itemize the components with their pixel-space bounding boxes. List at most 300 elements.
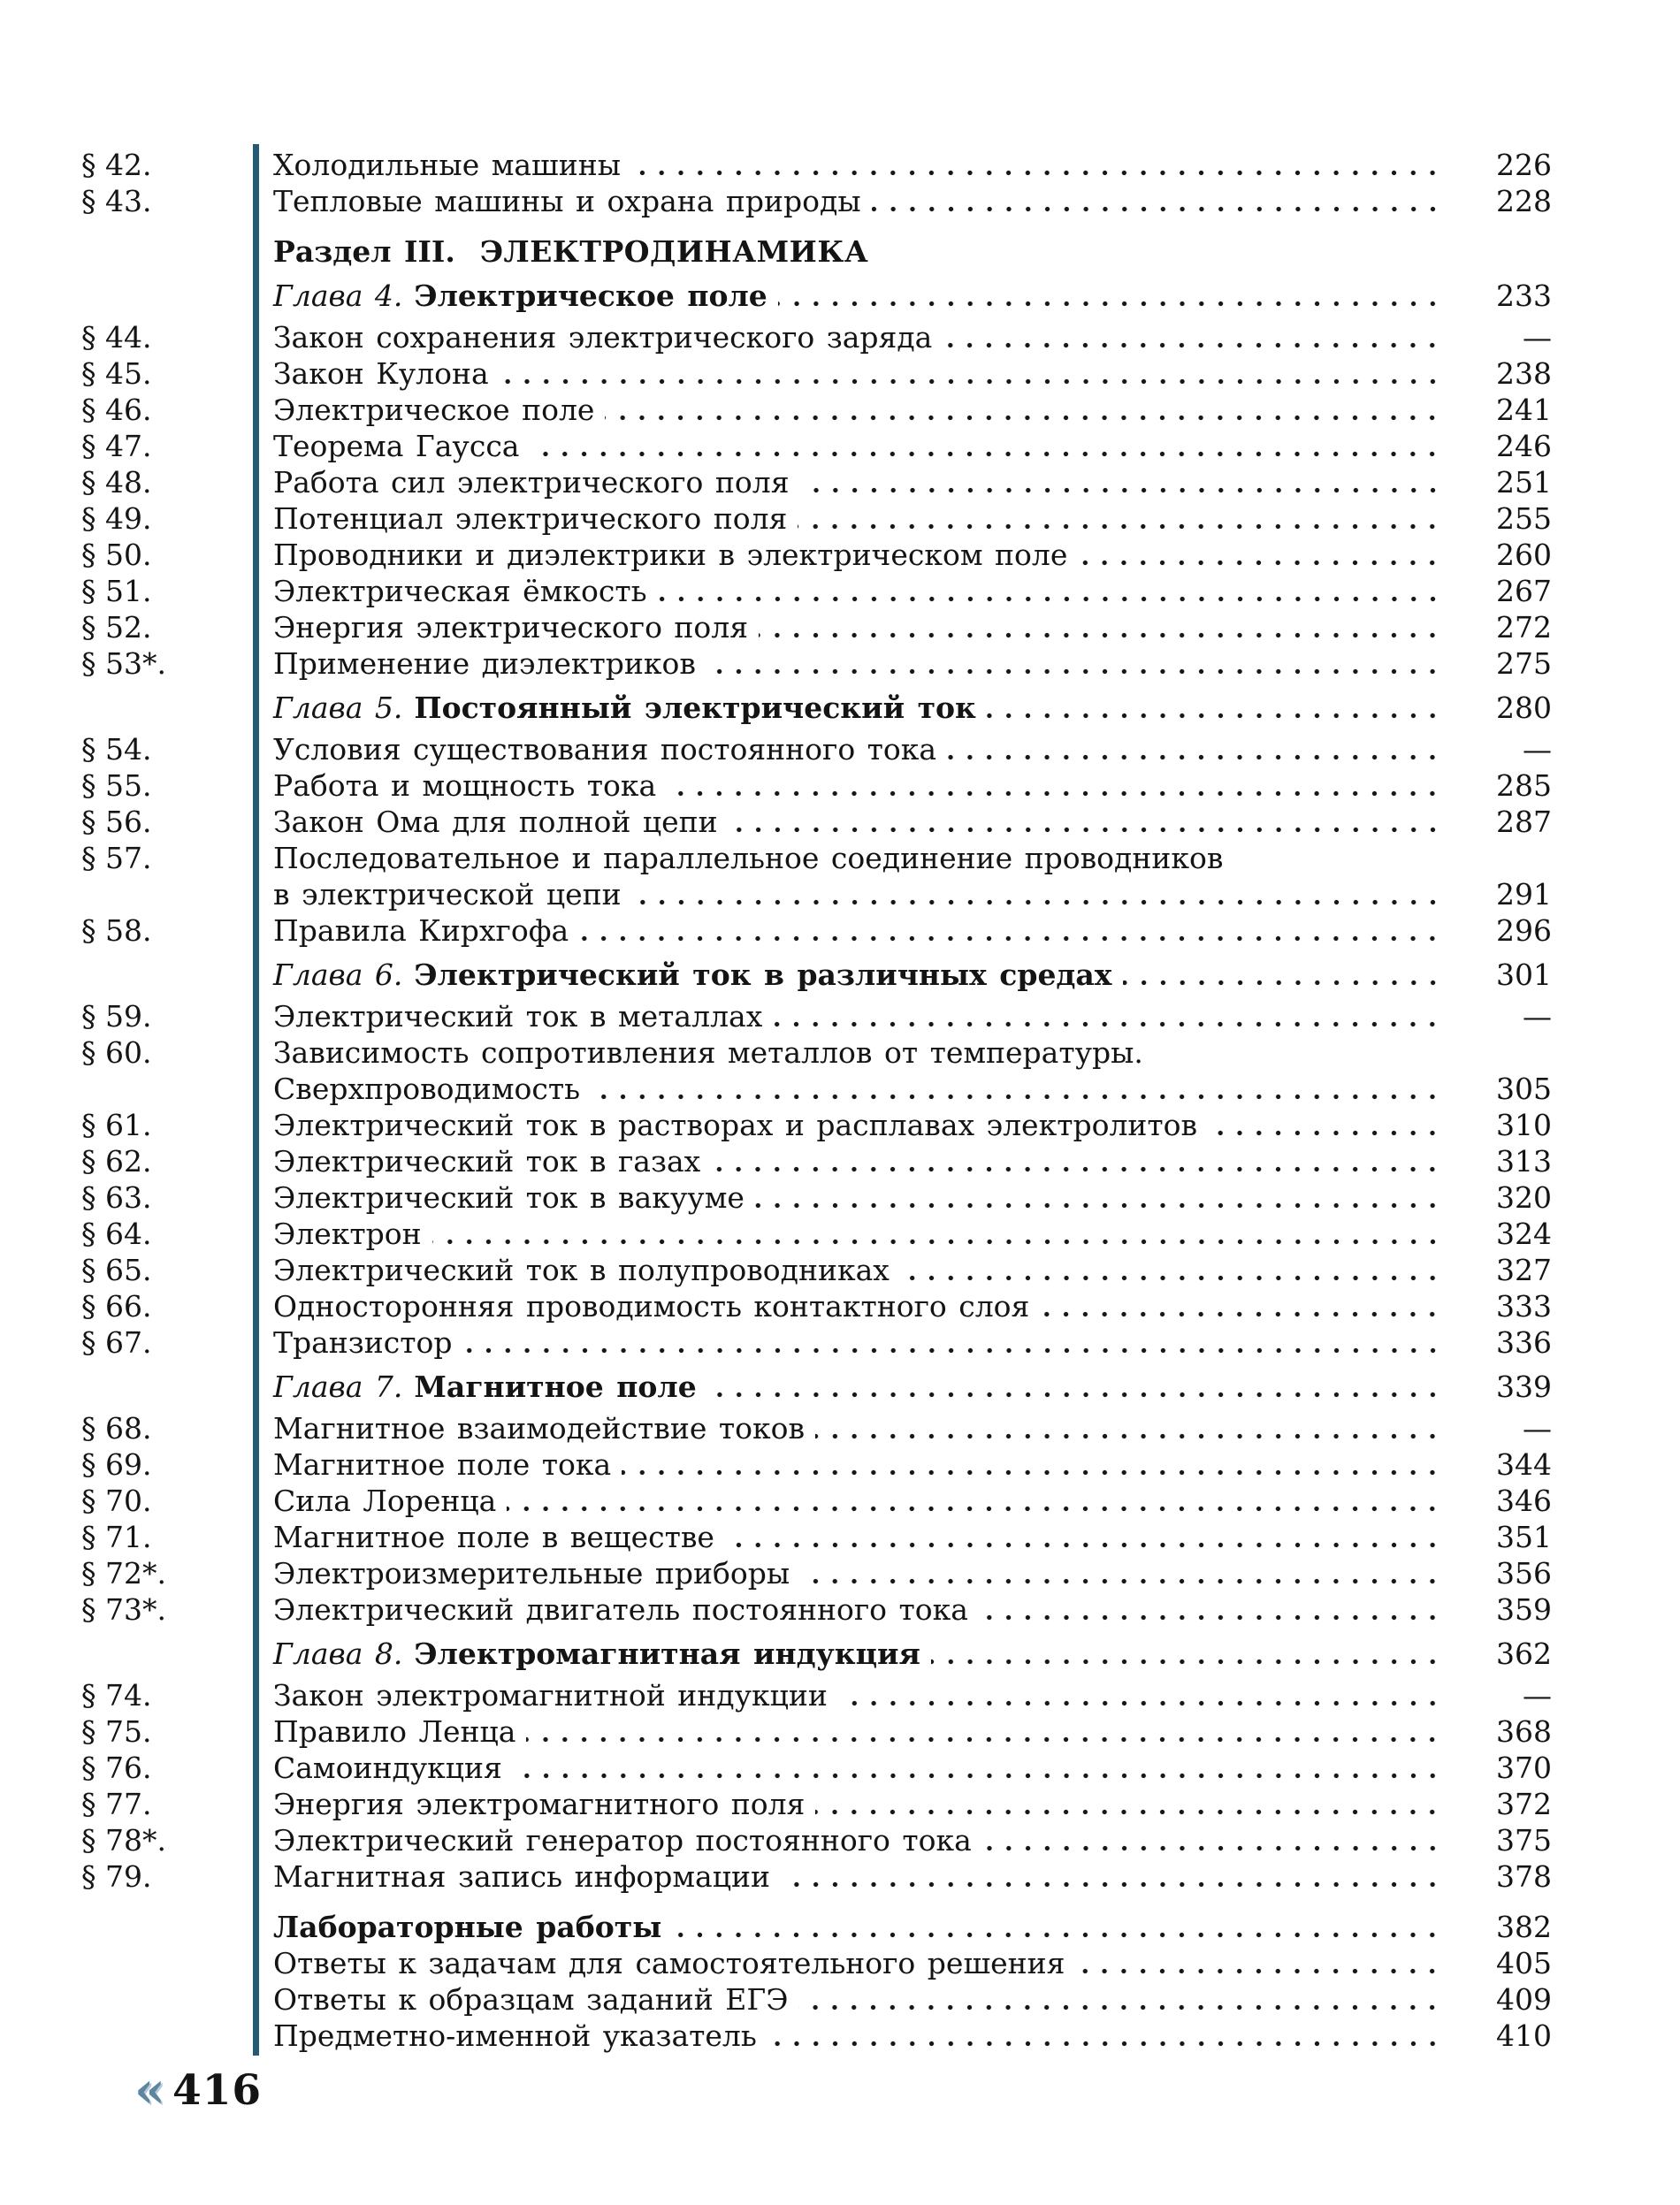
toc-entry-number: § 42. [81,148,152,182]
toc-entry-page: 372 [1496,1787,1552,1821]
toc-entry [81,1822,1552,1858]
toc-entry-page: — [1523,320,1552,355]
toc-entry-page: 255 [1496,501,1552,536]
dot-leader [781,1858,1442,1895]
part-title: ЭЛЕКТРОДИНАМИКА [479,234,869,269]
toc-entry-page: 267 [1496,574,1552,608]
toc-entry [81,731,1552,767]
toc-entry-page: 336 [1496,1325,1552,1360]
toc-entry-main [254,804,1552,840]
toc-entry [81,1252,1552,1288]
toc-entry-title: Сила Лоренца [273,1484,497,1518]
toc-entry-page: 305 [1496,1072,1552,1106]
toc-entry-title: Правила Кирхгофа [273,913,569,948]
toc-entry-title: Энергия электрического поля [273,610,749,645]
toc-entry-page: 362 [1496,1637,1552,1671]
toc-entry-page: 313 [1496,1144,1552,1179]
dot-leader [798,500,1442,537]
toc-entry-number: § 44. [81,320,152,355]
dot-leader [526,1713,1442,1750]
toc-entry-page: 226 [1496,148,1552,182]
dot-leader [672,1909,1442,1945]
toc-entry-page: 241 [1496,393,1552,427]
toc-entry-title: Электрический ток в вакууме [273,1180,745,1215]
toc-entry-number: § 52. [81,610,152,645]
toc-entry [81,1945,1552,1981]
toc-entry [81,147,1552,183]
dot-leader [1123,957,1443,993]
toc-entry-main [254,1909,1552,1945]
toc-entry-number [81,1945,254,1981]
dot-leader [667,767,1442,804]
toc-entry [81,645,1552,682]
toc-entry [81,1446,1552,1483]
toc-entry-main [254,1713,1552,1750]
toc-entry-number: § 58. [81,913,152,948]
toc-entry-main [254,319,1552,355]
dot-leader [1075,1945,1442,1981]
toc-entry-page: 280 [1496,690,1552,725]
toc-entry-main [254,355,1552,392]
toc-entry-number: § 74. [81,1678,152,1713]
toc-entry-page: 275 [1496,646,1552,681]
toc-entry-title: Закон электромагнитной индукции [273,1678,828,1713]
toc-entry-title: Электрический ток в полупроводниках [273,1253,890,1287]
toc-entry [81,1555,1552,1591]
dot-leader [513,1750,1442,1786]
dot-leader [711,1143,1442,1179]
toc-entry [81,1034,1552,1107]
toc-entry-main [254,1591,1552,1628]
toc-entry-main [254,1786,1552,1822]
toc-entry-title: Электрический двигатель постоянного тока [273,1592,968,1627]
toc-entry-main [254,278,1552,314]
toc-entry-title: Потенциал электрического поля [273,501,788,536]
toc-entry-title: Ответы к образцам заданий ЕГЭ [273,1982,789,2017]
toc-entry-main [254,392,1552,428]
toc-entry-number: § 67. [81,1325,152,1360]
toc-entry-page: — [1523,999,1552,1034]
toc-entry-title: Транзистор [273,1325,453,1360]
toc-entry-main [254,1107,1552,1143]
toc-entry-page: 333 [1496,1289,1552,1324]
toc-entry-main [254,183,1552,219]
toc-entry-number [81,1909,254,1945]
toc-entry-title: Электрический ток в металлах [273,999,763,1034]
toc-entry-title: Электрическая ёмкость [273,574,647,608]
toc-entry [81,840,1552,912]
dot-leader [778,278,1442,314]
toc-entry-title: Условия существования постоянного тока [273,732,937,767]
toc-entry-page: 251 [1496,465,1552,500]
toc-entry [81,392,1552,428]
toc-entry [81,912,1552,949]
toc-entry-title: Электрическое поле [273,393,595,427]
toc-entry [81,1107,1552,1143]
toc-entry [81,1591,1552,1628]
dot-leader [800,464,1442,500]
toc-entry-page: — [1523,1411,1552,1446]
toc-entry-number: § 59. [81,999,152,1034]
toc-entry-title: Электрический генератор постоянного тока [273,1823,972,1858]
toc-entry-main [254,645,1552,682]
toc-entry-title: Электрон [273,1217,422,1251]
dot-leader [605,392,1442,428]
dot-leader [500,355,1442,392]
toc-entry-page: 291 [1496,877,1552,912]
toc-entry-main [254,537,1552,573]
toc-entry-number [81,1981,254,2018]
dot-leader [1040,1288,1442,1324]
toc-entry-main [254,1288,1552,1324]
toc-entry [81,500,1552,537]
dot-leader [658,573,1442,609]
toc-entry-main [254,1750,1552,1786]
toc-entry [81,1288,1552,1324]
toc-entry-number: § 79. [81,1859,152,1894]
toc-entry [81,355,1552,392]
toc-chapter-heading [81,278,1552,314]
toc-entry [81,804,1552,840]
toc-entry-main [254,233,1552,270]
toc-entry-number: § 78*. [81,1823,166,1858]
toc-entry-title: Магнитное взаимодействие токов [273,1411,806,1446]
toc-entry-main [254,428,1552,464]
footer-page-number: 416 [172,2065,263,2115]
toc-entry-number: § 49. [81,501,152,536]
toc-entry [81,1519,1552,1555]
toc-entry-main [254,1143,1552,1179]
toc-entry-number: § 66. [81,1289,152,1324]
toc-entry-main [254,609,1552,645]
toc-entry [81,1786,1552,1822]
toc-entry [81,573,1552,609]
toc-entry-title: Проводники и диэлектрики в электрическом поле [273,538,1068,572]
toc-entry [81,1909,1552,1945]
chapter-title: Электромагнитная индукция [414,1637,920,1671]
toc-entry-page: 238 [1496,356,1552,391]
toc-entry-line1 [273,1034,1552,1071]
toc-chapter-heading [81,1369,1552,1405]
dot-leader [872,183,1442,219]
toc-entry-number: § 56. [81,805,152,839]
dot-leader [1208,1107,1442,1143]
toc-entry-number [81,2018,254,2054]
toc-entry [81,1324,1552,1361]
toc-chapter-heading [81,1636,1552,1672]
toc-entry-page: 351 [1496,1520,1552,1554]
toc-entry-title: Последовательное и параллельное соединение проводников [273,841,1224,875]
toc-entry [81,1410,1552,1446]
toc-entry-page: 246 [1496,429,1552,463]
toc-entry-line2 [273,876,1552,912]
toc-entry-number: § 46. [81,393,152,427]
chapter-label: Глава 5. [273,690,403,725]
toc-entry-number: § 63. [81,1180,152,1215]
dot-leader [987,690,1442,726]
toc-entry-title: Закон Кулона [273,356,489,391]
toc-entry-page: 296 [1496,913,1552,948]
toc-entry-main [254,1034,1552,1107]
toc-entry-page: 233 [1496,278,1552,313]
toc-entry-number: § 77. [81,1787,152,1821]
toc-entry-number: § 43. [81,184,152,218]
toc-entry-title: Электроизмерительные приборы [273,1556,790,1591]
chapter-title: Электрическое поле [414,278,767,313]
toc-entry-number: § 51. [81,574,152,608]
page-marker-icon: « [134,2061,165,2119]
toc-entry-page: 378 [1496,1859,1552,1894]
toc-entry-title: Зависимость сопротивления металлов от температуры. [273,1035,1143,1070]
toc-entry-line1 [273,840,1552,876]
toc-entry-title: Закон сохранения электрического заряда [273,320,933,355]
toc-entry-number: § 69. [81,1447,152,1482]
toc-entry-page: — [1523,732,1552,767]
toc-entry-title: Холодильные машины [273,148,621,182]
dot-leader [432,1216,1442,1252]
toc-entry-title: Применение диэлектриков [273,646,696,681]
toc-entry-number: § 48. [81,465,152,500]
toc-entry-main [254,998,1552,1034]
toc-entry [81,1713,1552,1750]
toc-entry-main [254,1555,1552,1591]
toc-entry-main [254,767,1552,804]
toc-entry-main [254,1324,1552,1361]
toc-entry-main [254,500,1552,537]
toc-entry-title: Предметно-именной указатель [273,2018,757,2053]
dot-leader [1078,537,1442,573]
toc-entry-title: Магнитное поле тока [273,1447,612,1482]
toc-entry-page: 327 [1496,1253,1552,1287]
toc-entry-number: § 76. [81,1751,152,1785]
dot-leader [725,1519,1442,1555]
dot-leader [947,731,1442,767]
toc-entry [81,428,1552,464]
toc-entry-page: 310 [1496,1108,1552,1142]
toc-entry [81,537,1552,573]
toc-entry-number: § 53*. [81,646,166,681]
toc-entry-number: § 47. [81,429,152,463]
dot-leader [622,1446,1442,1483]
dot-leader [759,609,1442,645]
toc-part-heading [81,233,1552,270]
toc-entry-title-continued: в электрической цепи [273,877,622,912]
toc-entry [81,1143,1552,1179]
toc-entry-main [254,957,1552,993]
dot-leader [507,1483,1442,1519]
dot-leader [706,645,1442,682]
toc-entry-number: § 62. [81,1144,152,1179]
toc-entry-main [254,1636,1552,1672]
dot-leader [815,1786,1442,1822]
toc-entry-page: 260 [1496,538,1552,572]
toc-entry [81,1981,1552,2018]
toc-entry [81,1483,1552,1519]
dot-leader [707,1369,1442,1405]
toc-entry-number: § 68. [81,1411,152,1446]
toc-entry-page: 320 [1496,1180,1552,1215]
toc-entry-title: Энергия электромагнитного поля [273,1787,806,1821]
toc-entry-number: § 50. [81,538,152,572]
toc-entry-page: 370 [1496,1751,1552,1785]
toc-entry [81,1216,1552,1252]
toc-entry-page: 228 [1496,184,1552,218]
toc-entry-page: — [1523,1678,1552,1713]
toc-entry-number [81,690,254,726]
toc-entry-page: 272 [1496,610,1552,645]
toc-entry [81,319,1552,355]
toc-entry-page: 410 [1496,2018,1552,2053]
toc-entry-line2 [273,1071,1552,1107]
toc-entry-main [254,1981,1552,2018]
toc-entry [81,1179,1552,1216]
toc-entry-number [81,957,254,993]
toc-entry-page: 287 [1496,805,1552,839]
page-footer [134,2061,263,2119]
toc-entry-title: Работа и мощность тока [273,768,657,803]
toc-entry-page: 382 [1496,1910,1552,1944]
toc-entry-title: Ответы к задачам для самостоятельного решения [273,1946,1065,1980]
toc-entry-main [254,1252,1552,1288]
toc-entry [81,767,1552,804]
toc-entry-main [254,1410,1552,1446]
toc-entry-page: 285 [1496,768,1552,803]
toc-entry-number: § 57. [81,841,152,875]
toc-entry-page: 324 [1496,1217,1552,1251]
toc-entry-number: § 61. [81,1108,152,1142]
toc-entry-title: Магнитная запись информации [273,1859,770,1894]
chapter-title: Магнитное поле [414,1370,697,1404]
dot-leader [815,1410,1442,1446]
toc-entry-page: 344 [1496,1447,1552,1482]
toc-entry-page: 368 [1496,1714,1552,1749]
dot-leader [800,1555,1442,1591]
dot-leader [982,1822,1442,1858]
dot-leader [631,147,1442,183]
toc-chapter-heading [81,690,1552,726]
toc-entry-main [254,2018,1552,2054]
toc-entry-title: Односторонняя проводимость контактного слоя [273,1289,1030,1324]
chapter-label: Глава 7. [273,1370,403,1404]
toc-entry-page: 339 [1496,1370,1552,1404]
toc-entry [81,609,1552,645]
dot-leader [591,1071,1442,1107]
toc-entry-main [254,1369,1552,1405]
toc-entry-main [254,1677,1552,1713]
toc-entry-title: Закон Ома для полной цепи [273,805,718,839]
toc-entry [81,183,1552,219]
toc-entry-title: Лабораторные работы [273,1910,662,1944]
dot-leader [931,1636,1442,1672]
toc-entry-main [254,464,1552,500]
toc-entry-main [254,1858,1552,1895]
toc-entry-number [81,233,254,270]
chapter-label: Глава 4. [273,278,403,313]
toc-entry [81,1858,1552,1895]
chapter-label: Глава 8. [273,1637,403,1671]
part-label: Раздел III. [273,234,455,269]
toc-entry-number: § 55. [81,768,152,803]
toc-chapter-heading [81,957,1552,993]
toc [81,147,1552,2054]
toc-entry-main [254,1483,1552,1519]
toc-entry-number: § 71. [81,1520,152,1554]
dot-leader [755,1179,1442,1216]
dot-leader [463,1324,1442,1361]
toc-entry-page: 375 [1496,1823,1552,1858]
toc-entry-title: Электрический ток в растворах и расплавах электролитов [273,1108,1198,1142]
toc-entry-title: Магнитное поле в веществе [273,1520,714,1554]
toc-entry-number [81,1369,254,1405]
toc-entry-page: 409 [1496,1982,1552,2017]
toc-entry-page: 346 [1496,1484,1552,1518]
toc-entry-number: § 64. [81,1217,152,1251]
toc-entry [81,1750,1552,1786]
toc-entry-number: § 54. [81,732,152,767]
toc-entry-number: § 45. [81,356,152,391]
toc-entry-main [254,1822,1552,1858]
chapter-title: Электрический ток в различных средах [414,958,1112,992]
toc-entry-main [254,1519,1552,1555]
toc-entry-number: § 70. [81,1484,152,1518]
dot-leader [979,1591,1442,1628]
toc-entry-page: 301 [1496,958,1552,992]
toc-entry-main [254,1945,1552,1981]
toc-entry [81,998,1552,1034]
toc-entry [81,2018,1552,2054]
toc-entry-number [81,278,254,314]
toc-entry-page: 356 [1496,1556,1552,1591]
toc-entry-main [254,912,1552,949]
toc-entry-main [254,840,1552,912]
chapter-title: Постоянный электрический ток [414,690,976,725]
toc-entry-number: § 75. [81,1714,152,1749]
toc-entry-main [254,147,1552,183]
toc-entry-main [254,573,1552,609]
dot-leader [632,876,1442,912]
toc-entry-main [254,690,1552,726]
toc-entry-title-continued: Сверхпроводимость [273,1072,581,1106]
dot-leader [767,2018,1442,2054]
toc-entry-main [254,1179,1552,1216]
toc-entry-main [254,1446,1552,1483]
dot-leader [943,319,1442,355]
toc-entry-number: § 60. [81,1035,152,1070]
toc-entry [81,1677,1552,1713]
dot-leader [900,1252,1442,1288]
toc-entry-title: Теорема Гаусса [273,429,520,463]
toc-entry [81,464,1552,500]
toc-entry-number: § 65. [81,1253,152,1287]
toc-entry-number: § 73*. [81,1592,166,1627]
toc-entry-title: Электрический ток в газах [273,1144,701,1179]
dot-leader [798,1981,1442,2018]
toc-entry-main [254,731,1552,767]
dot-leader [530,428,1442,464]
toc-entry-main [254,1216,1552,1252]
toc-entry-number [81,1636,254,1672]
dot-leader [729,804,1442,840]
toc-entry-title: Самоиндукция [273,1751,502,1785]
toc-entry-title: Тепловые машины и охрана природы [273,184,861,218]
dot-leader [838,1677,1442,1713]
toc-entry-page: 359 [1496,1592,1552,1627]
chapter-label: Глава 6. [273,958,403,992]
dot-leader [579,912,1442,949]
dot-leader [773,998,1442,1034]
toc-entry-page: 405 [1496,1946,1552,1980]
toc-entry-title: Правило Ленца [273,1714,516,1749]
